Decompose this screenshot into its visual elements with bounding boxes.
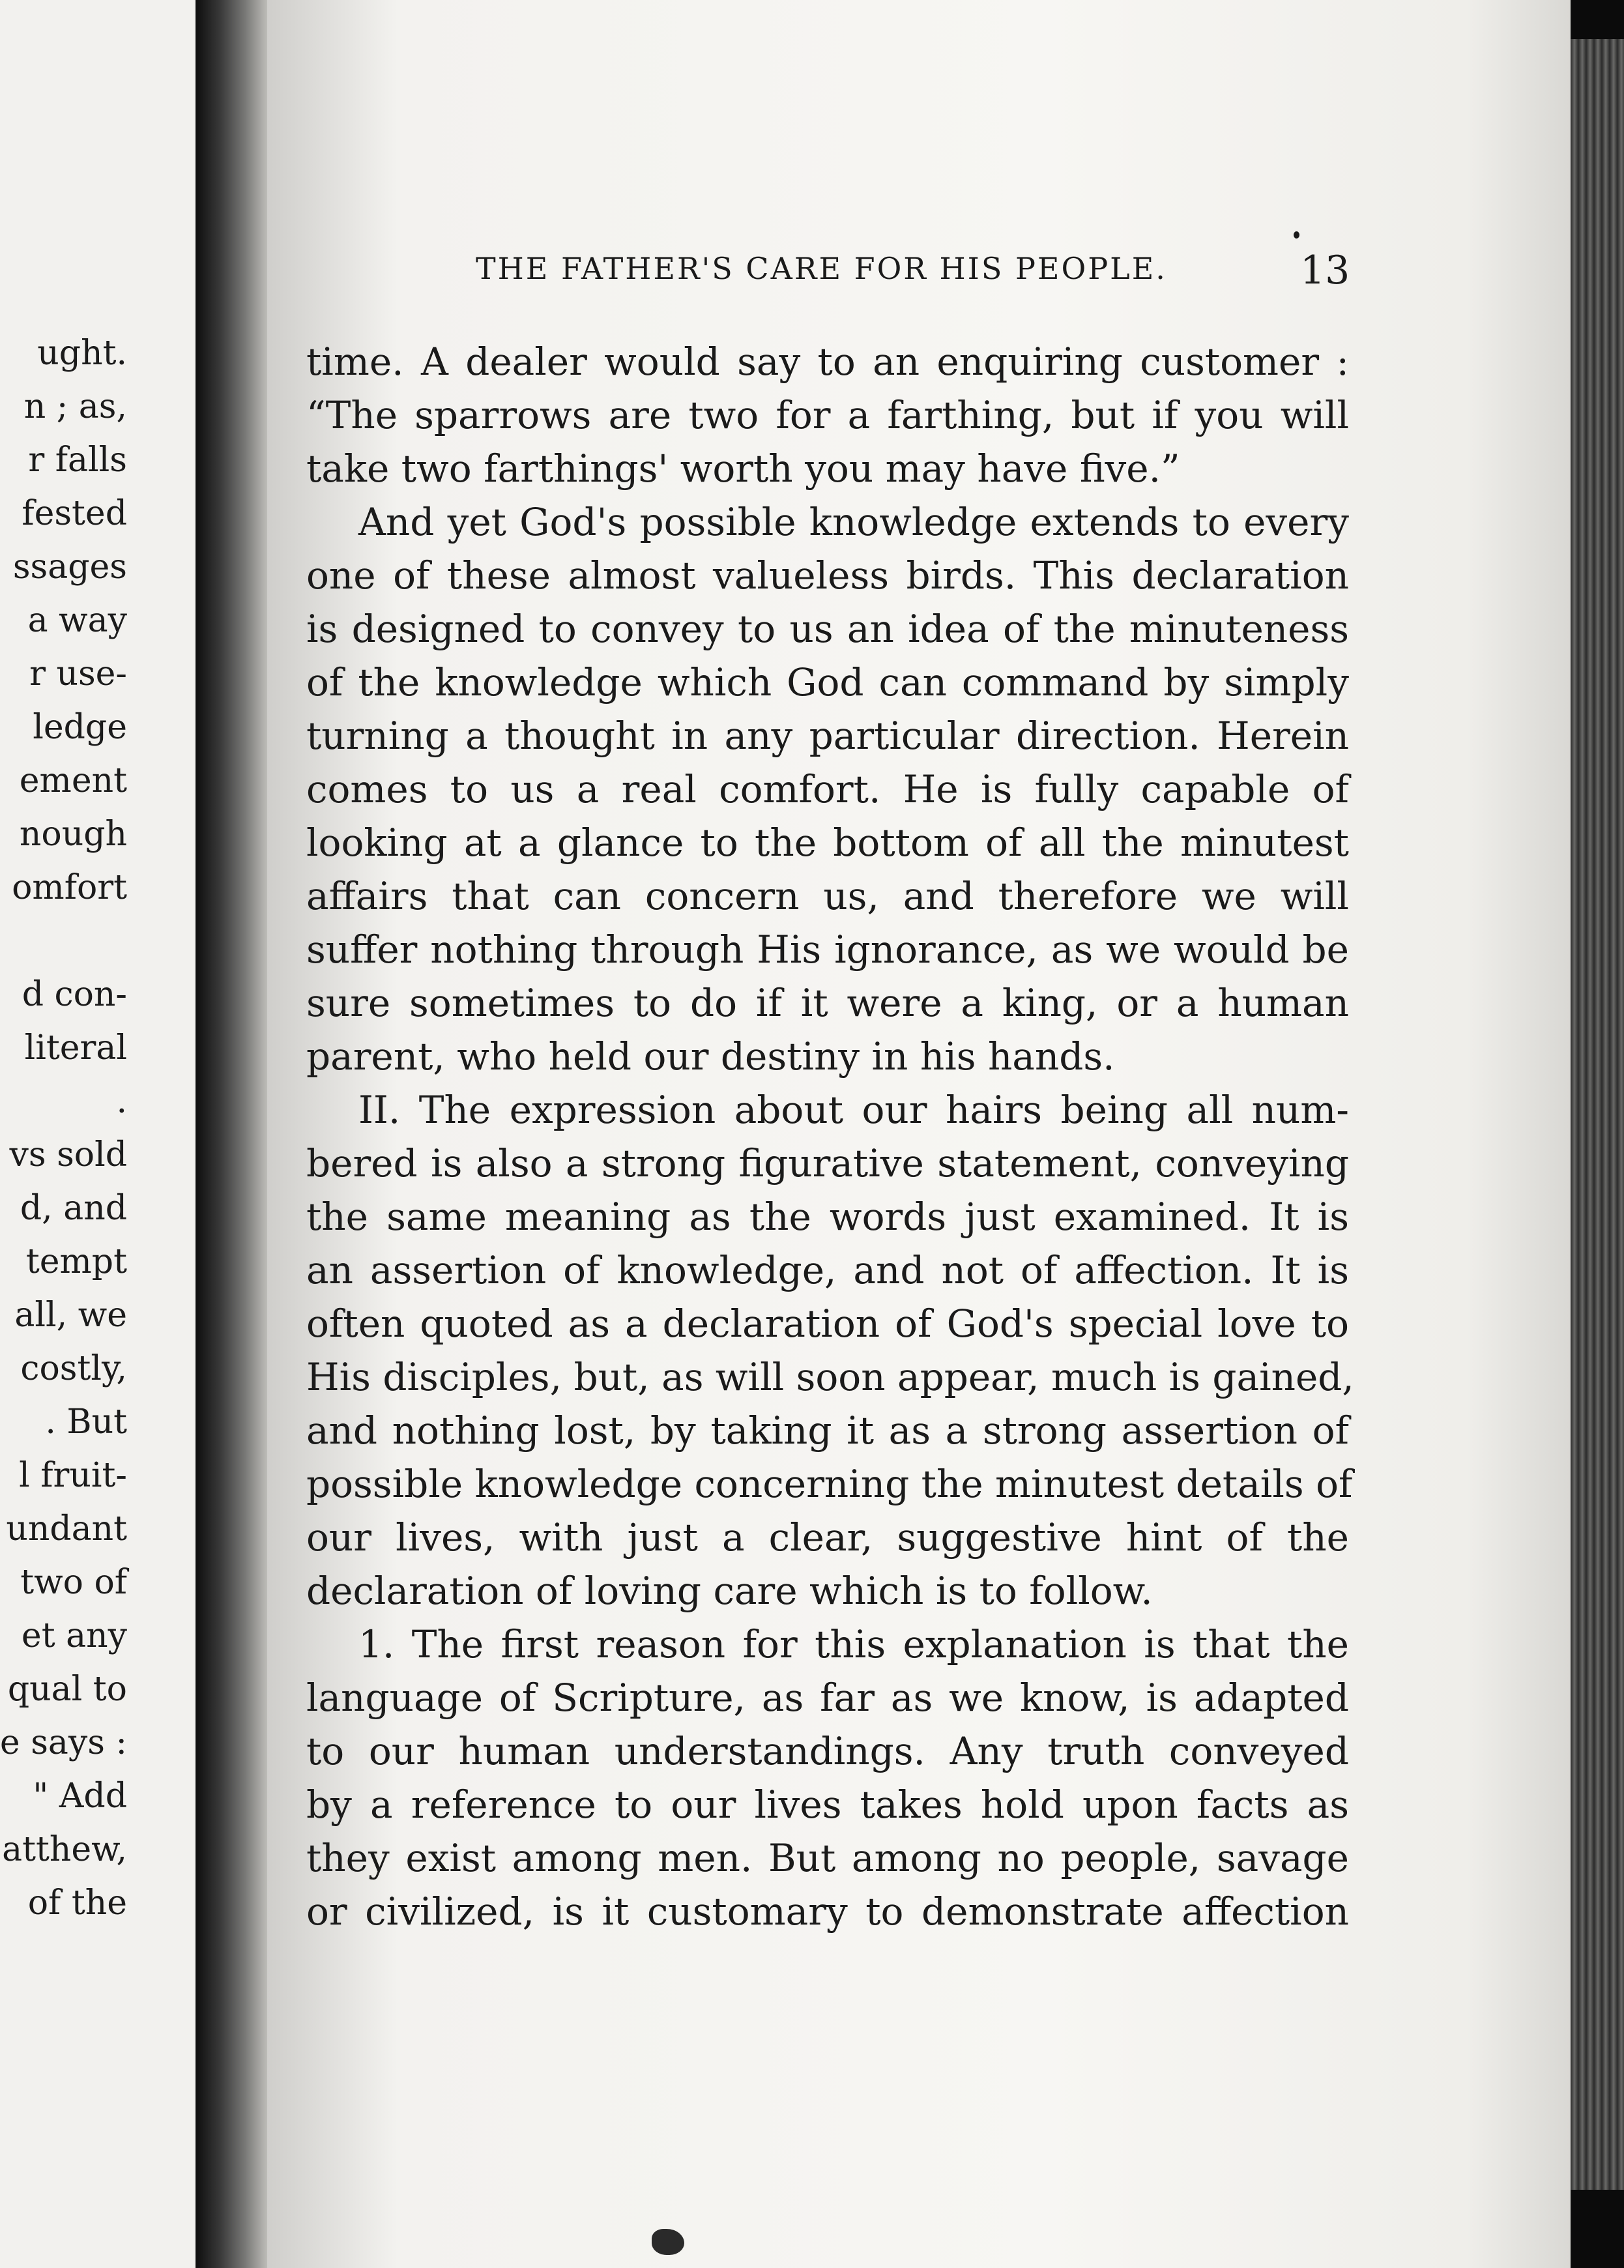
book-gutter xyxy=(196,0,267,2268)
left-page-line: vs sold xyxy=(9,1135,127,1174)
text-line: declaration of loving care which is to follow. xyxy=(306,1569,1153,1613)
text-line: possible knowledge concerning the minutest details of xyxy=(306,1462,1353,1506)
left-page-line: atthew, xyxy=(2,1830,127,1869)
text-line: parent, who held our destiny in his hands. xyxy=(306,1034,1115,1079)
text-line: an assertion of knowledge, and not of affection. It is xyxy=(306,1248,1349,1292)
text-line: of the knowledge which God can command by simply xyxy=(306,660,1349,705)
left-page-line: . xyxy=(116,1082,127,1121)
text-line: “The sparrows are two for a farthing, but if you will xyxy=(306,393,1349,437)
left-page-line: r falls xyxy=(28,441,127,480)
text-line: is designed to convey to us an idea of the minuteness xyxy=(306,607,1349,651)
text-line: to our human understandings. Any truth conveyed xyxy=(306,1729,1349,1773)
text-line: 1. The first reason for this explanation is that the xyxy=(358,1622,1349,1666)
left-page-line: a way xyxy=(27,601,127,640)
left-page-line: n ; as, xyxy=(23,387,127,426)
left-page-line: nough xyxy=(19,815,127,854)
page-edge xyxy=(1571,39,1624,2190)
left-page-line: ement xyxy=(19,761,127,800)
left-page-line: r use- xyxy=(29,654,127,693)
text-line: His disciples, but, as will soon appear, much is gained, xyxy=(306,1355,1354,1399)
text-line: or civilized, is it customary to demonstrate affection xyxy=(306,1889,1349,1934)
text-line: often quoted as a declaration of God's special love to xyxy=(306,1301,1349,1346)
text-line: they exist among men. But among no people, savage xyxy=(306,1836,1349,1880)
ink-dot xyxy=(1294,231,1299,239)
text-line: And yet God's possible knowledge extends to every xyxy=(358,500,1349,544)
text-line: time. A dealer would say to an enquiring customer : xyxy=(306,340,1349,384)
left-page-line: costly, xyxy=(20,1349,127,1388)
left-page-line: ledge xyxy=(33,708,127,747)
text-line: turning a thought in any particular direction. Herein xyxy=(306,714,1349,758)
left-page-line: of the xyxy=(27,1883,127,1923)
text-line: comes to us a real comfort. He is fully capable of xyxy=(306,767,1349,811)
left-page-line: " Add xyxy=(33,1777,127,1816)
left-page-line: undant xyxy=(6,1509,127,1548)
left-page-line: tempt xyxy=(25,1242,127,1281)
left-page-line: . But xyxy=(45,1403,127,1442)
text-line: the same meaning as the words just examined. It is xyxy=(306,1195,1349,1239)
text-line: language of Scripture, as far as we know, is adapted xyxy=(306,1676,1349,1720)
left-page-line: qual to xyxy=(7,1670,127,1709)
text-line: affairs that can concern us, and therefore we will xyxy=(306,874,1349,918)
left-page-line: ssages xyxy=(12,547,127,587)
left-page-line: omfort xyxy=(12,868,127,907)
ink-smudge xyxy=(652,2229,684,2255)
left-page-line: l fruit- xyxy=(19,1456,127,1495)
page-number: 13 xyxy=(1300,248,1350,293)
left-page-line: e says : xyxy=(0,1723,127,1762)
left-page-line: ught. xyxy=(37,334,127,373)
text-line: bered is also a strong figurative statement, conveying xyxy=(306,1141,1349,1185)
left-page-line: fested xyxy=(22,494,127,533)
text-line: suffer nothing through His ignorance, as we would be xyxy=(306,927,1349,972)
text-line: our lives, with just a clear, suggestive hint of the xyxy=(306,1515,1349,1560)
left-page-line: d, and xyxy=(20,1189,127,1228)
left-page-line: two of xyxy=(20,1563,127,1602)
left-page-line: et any xyxy=(21,1616,127,1655)
running-head: THE FATHER'S CARE FOR HIS PEOPLE. xyxy=(476,251,1167,286)
text-line: one of these almost valueless birds. This declaration xyxy=(306,553,1349,598)
left-page-line: d con- xyxy=(22,975,127,1014)
left-page-line: literal xyxy=(24,1028,127,1068)
text-line: sure sometimes to do if it were a king, or a human xyxy=(306,981,1349,1025)
text-line: looking at a glance to the bottom of all the minutest xyxy=(306,821,1349,865)
left-page-line: all, we xyxy=(14,1296,127,1335)
text-line: by a reference to our lives takes hold upon facts as xyxy=(306,1782,1349,1827)
left-page xyxy=(0,0,196,2268)
text-line: take two farthings' worth you may have five.” xyxy=(306,446,1180,491)
text-line: and nothing lost, by taking it as a strong assertion of xyxy=(306,1408,1349,1453)
text-line: II. The expression about our hairs being all num- xyxy=(358,1088,1349,1132)
